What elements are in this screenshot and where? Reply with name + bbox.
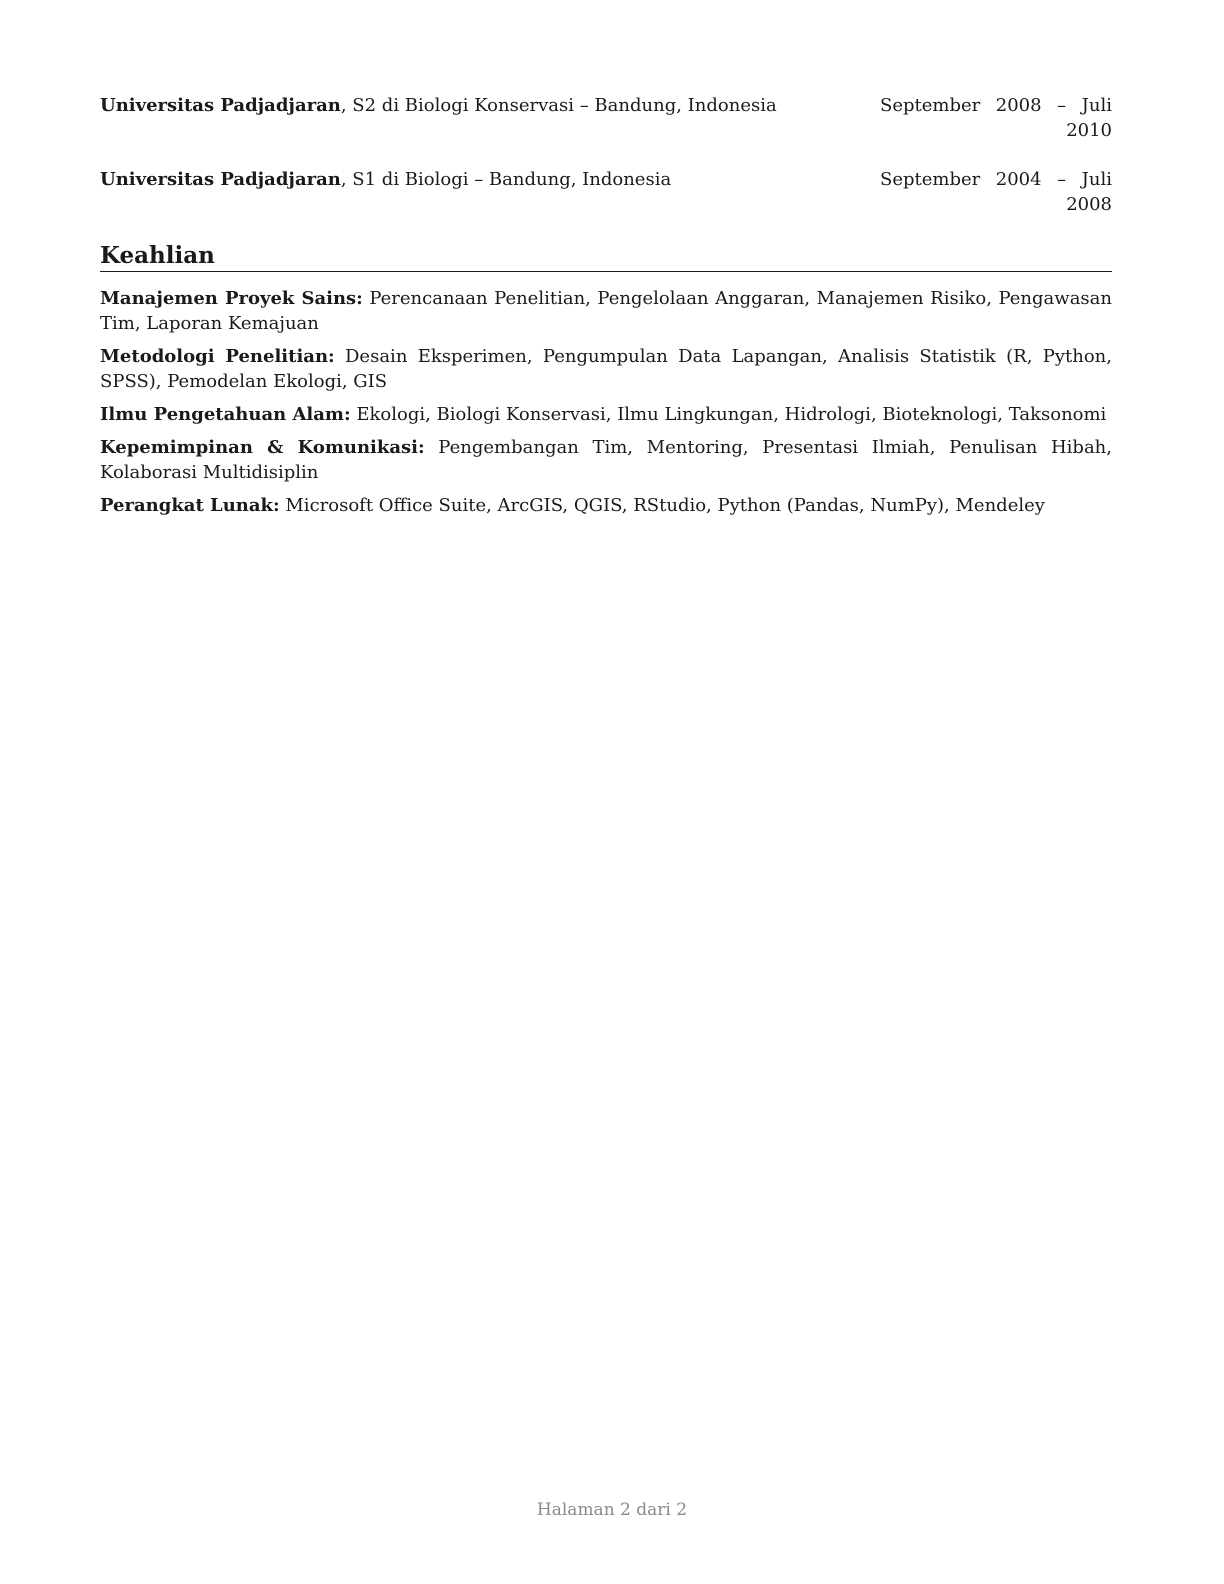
education-dates: September 2008 – Juli 2010 [880,95,1112,141]
education-entry [100,167,1112,217]
skill-item [100,435,1112,485]
skill-list: Ekologi, Biologi Konservasi, Ilmu Lingkungan, Hidrologi, Bioteknologi, Taksonomi [350,404,1107,425]
skill-category: Perangkat Lunak: [100,495,280,516]
education-entry [100,93,1112,143]
skill-item [100,286,1112,336]
skill-list: Microsoft Office Suite, ArcGIS, QGIS, RStudio, Python (Pandas, NumPy), Mendeley [279,495,1045,516]
skill-item [100,493,1112,518]
skill-category: Ilmu Pengetahuan Alam: [100,404,351,425]
institution-name: Universitas Padjadjaran [100,95,341,116]
skills-section-title: Keahlian [100,242,215,269]
skill-category: Manajemen Proyek Sains: [100,288,363,309]
education-dates: September 2004 – Juli 2008 [880,169,1112,215]
skill-item [100,402,1112,427]
section-divider [100,271,1112,272]
degree-detail: , S2 di Biologi Konservasi – Bandung, Indonesia [340,95,777,116]
skill-list: Perencanaan Penelitian, Pengelolaan Anggaran, Manajemen Risiko, Pengawasan Tim, Laporan Kemajuan [100,288,1112,334]
skill-item [100,344,1112,394]
skill-list: Desain Eksperimen, Pengumpulan Data Lapangan, Analisis Statistik (R, Python, SPSS), Pemodelan Ekologi, GIS [100,346,1112,392]
education-description [100,167,880,192]
skill-category: Metodologi Penelitian: [100,346,335,367]
skill-category: Kepemimpinan & Komunikasi: [100,437,425,458]
page-content [100,93,1112,526]
degree-detail: , S1 di Biologi – Bandung, Indonesia [340,169,672,190]
skill-list: Pengembangan Tim, Mentoring, Presentasi Ilmiah, Penulisan Hibah, Kolaborasi Multidisiplin [100,437,1113,483]
education-description [100,93,880,118]
page-number: Halaman 2 dari 2 [536,1500,688,1520]
institution-name: Universitas Padjadjaran [100,169,341,190]
